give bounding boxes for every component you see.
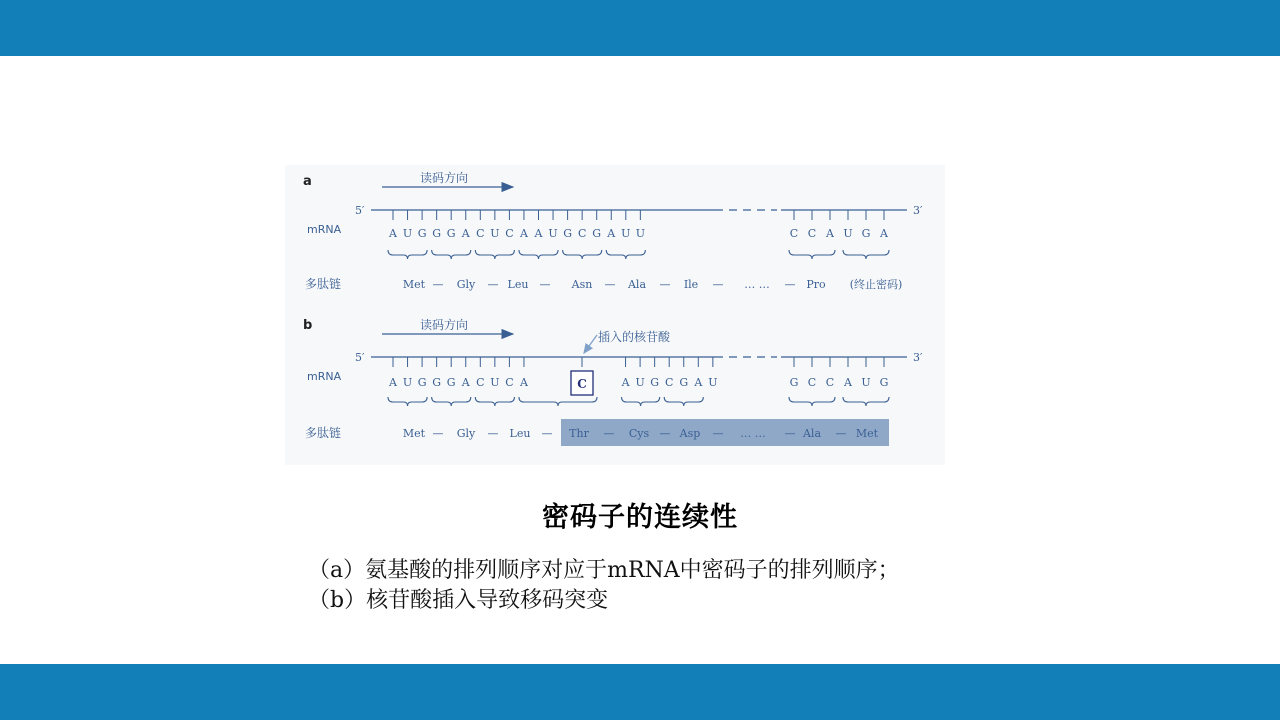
codon-brace	[843, 397, 889, 406]
mrna-base: C	[807, 227, 817, 240]
amino-acid: Asp	[679, 427, 701, 440]
panel-a-mrna-label: mRNA	[307, 223, 342, 236]
peptide-bond: —	[604, 278, 616, 291]
panel-a-reading-direction: 读码方向	[420, 171, 469, 185]
amino-acid: … …	[740, 427, 766, 440]
amino-acid: Met	[855, 427, 879, 440]
mrna-base: A	[519, 376, 528, 389]
mrna-base: U	[548, 227, 558, 240]
codon-diagram-svg	[285, 165, 945, 465]
panel-a-five-prime: 5′	[355, 204, 365, 217]
mrna-base: U	[402, 376, 413, 389]
codon-brace	[622, 397, 660, 406]
amino-acid: Met	[402, 278, 426, 291]
codon-diagram	[285, 165, 945, 465]
bottom-banner	[0, 664, 1280, 720]
mrna-base: U	[635, 227, 645, 240]
mrna-base: G	[446, 227, 456, 240]
peptide-bond: —	[541, 427, 553, 440]
caption-title: 密码子的连续性	[542, 502, 738, 533]
amino-acid: (终止密码)	[849, 278, 903, 291]
mrna-base: U	[490, 376, 500, 389]
mrna-base: C	[789, 227, 799, 240]
mrna-base: G	[417, 376, 427, 389]
amino-acid: Asn	[571, 278, 593, 291]
mrna-base: C	[476, 227, 485, 240]
mrna-base: A	[389, 376, 397, 389]
codon-brace	[664, 397, 703, 406]
mrna-base: G	[592, 227, 602, 240]
mrna-base: G	[789, 376, 799, 389]
caption-line-b: （b）核苷酸插入导致移码突变	[308, 588, 609, 613]
peptide-bond: —	[659, 278, 671, 291]
codon-brace	[432, 397, 471, 406]
panel-b-codon-braces	[388, 397, 889, 406]
peptide-bond: —	[432, 427, 444, 440]
mrna-base: U	[861, 376, 871, 389]
mrna-base: A	[880, 227, 888, 240]
panel-a-peptide	[403, 277, 902, 291]
mrna-base: G	[861, 227, 871, 240]
mrna-base: U	[843, 227, 853, 240]
peptide-bond: —	[712, 278, 724, 291]
mrna-base: G	[679, 376, 689, 389]
peptide-bond: —	[487, 278, 499, 291]
mrna-base: A	[534, 227, 543, 240]
panel-a-three-prime: 3′	[913, 204, 923, 217]
amino-acid: Pro	[806, 278, 826, 291]
panel-b-inserted-note: 插入的核苷酸	[598, 330, 671, 344]
panel-a-letter: a	[303, 174, 312, 189]
panel-b-mrna-backbone	[371, 357, 907, 367]
peptide-bond: —	[712, 427, 724, 440]
panel-b-five-prime: 5′	[355, 351, 365, 364]
codon-brace	[789, 250, 835, 259]
top-banner	[0, 0, 1280, 56]
panel-b-reading-direction: 读码方向	[420, 318, 469, 332]
amino-acid: Met	[402, 427, 426, 440]
panel-b-letter: b	[303, 318, 313, 333]
mrna-base: U	[708, 376, 718, 389]
codon-brace	[606, 250, 645, 259]
peptide-bond: —	[539, 278, 551, 291]
panel-b-mrna-label: mRNA	[307, 370, 342, 383]
mrna-base: U	[635, 376, 645, 389]
codon-brace	[789, 397, 835, 406]
mrna-base: A	[621, 376, 630, 389]
mrna-base: A	[389, 227, 397, 240]
mrna-base: C	[476, 376, 485, 389]
panel-b-peptide-label: 多肽链	[305, 426, 342, 440]
peptide-bond: —	[784, 278, 796, 291]
mrna-base: U	[402, 227, 413, 240]
mrna-base: A	[461, 376, 470, 389]
mrna-base: C	[825, 376, 835, 389]
amino-acid: Cys	[628, 427, 650, 440]
amino-acid: Thr	[569, 427, 589, 440]
mrna-base: G	[432, 227, 442, 240]
mrna-base: G	[563, 227, 572, 240]
caption-line-a: （a）氨基酸的排列顺序对应于mRNA中密码子的排列顺序；	[308, 558, 900, 583]
codon-brace	[432, 250, 471, 259]
panel-b-bases	[388, 376, 888, 389]
amino-acid: Gly	[456, 427, 476, 440]
insertion-pointer-arrow	[584, 335, 597, 353]
mrna-base: A	[844, 376, 852, 389]
mrna-base: C	[664, 376, 674, 389]
mrna-base: A	[607, 227, 616, 240]
mrna-base: G	[446, 376, 456, 389]
mrna-base: C	[505, 376, 514, 389]
peptide-bond: —	[784, 427, 796, 440]
codon-brace	[475, 397, 514, 406]
mrna-base: U	[621, 227, 631, 240]
panel-a-mrna-backbone	[371, 210, 907, 220]
mrna-base: G	[650, 376, 660, 389]
panel-a-bases	[388, 227, 889, 240]
amino-acid: Ala	[802, 427, 822, 440]
mrna-base: A	[519, 227, 528, 240]
amino-acid: Leu	[509, 427, 531, 440]
mrna-base: C	[577, 227, 587, 240]
mrna-base: G	[417, 227, 427, 240]
mrna-base: G	[432, 376, 442, 389]
peptide-bond: —	[432, 278, 444, 291]
caption-body	[308, 556, 1028, 616]
mrna-base: G	[879, 376, 889, 389]
peptide-bond: —	[603, 427, 615, 440]
amino-acid: Ala	[627, 278, 647, 291]
peptide-bond: —	[835, 427, 847, 440]
codon-brace	[388, 250, 427, 259]
inserted-base: C	[577, 377, 587, 391]
codon-brace	[563, 250, 602, 259]
peptide-bond: —	[487, 427, 499, 440]
panel-a-codon-braces	[388, 250, 889, 259]
codon-brace	[388, 397, 427, 406]
panel-a-peptide-label: 多肽链	[305, 277, 342, 291]
mrna-base: U	[490, 227, 500, 240]
codon-brace	[519, 397, 597, 406]
mrna-base: C	[505, 227, 514, 240]
panel-b-three-prime: 3′	[913, 351, 923, 364]
mrna-base: A	[826, 227, 834, 240]
amino-acid: Gly	[456, 278, 476, 291]
mrna-base: C	[807, 376, 817, 389]
amino-acid: Leu	[507, 278, 529, 291]
mrna-base: A	[461, 227, 470, 240]
codon-brace	[843, 250, 889, 259]
amino-acid: … …	[744, 278, 770, 291]
amino-acid: Ile	[683, 278, 699, 291]
codon-brace	[475, 250, 514, 259]
mrna-base: A	[694, 376, 703, 389]
panel-b-peptide	[403, 427, 879, 440]
peptide-bond: —	[659, 427, 671, 440]
codon-brace	[519, 250, 558, 259]
